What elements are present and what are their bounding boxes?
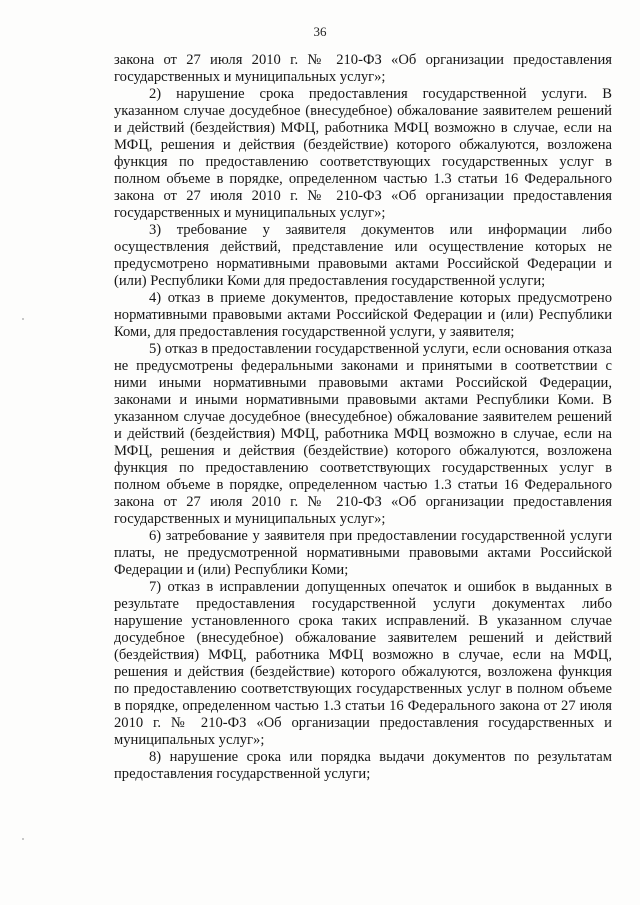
paragraph-item-2: 2) нарушение срока предоставления государственной услуги. В указанном случае досудебное (внесудебное) обжалование заявителем решений и действий (бездействия) МФЦ, работника МФЦ возможно в случае, если на МФЦ, решения и действия (бездействие) которого обжалуются, возложена функция по предоставлению соответствующих государственных услуг в полном объеме в порядке, определенном частью 1.3 статьи 16 Федерального закона от 27 июля 2010 г. № 210-ФЗ «Об организации предоставления государственных и муниципальных услуг»;: [114, 86, 612, 221]
scan-speck: [22, 318, 24, 320]
paragraph-item-3: 3) требование у заявителя документов или информации либо осуществления действий, представление или осуществление которых не предусмотрено нормативными правовыми актами Российской Федерации и (или) Республики Коми для предоставления государственной услуги;: [114, 222, 612, 289]
paragraph-continuation: закона от 27 июля 2010 г. № 210-ФЗ «Об организации предоставления государственных и муниципальных услуг»;: [114, 52, 612, 85]
paragraph-item-6: 6) затребование у заявителя при предоставлении государственной услуги платы, не предусмотренной нормативными правовыми актами Российской Федерации и (или) Республики Коми;: [114, 528, 612, 578]
page-number: 36: [313, 24, 327, 39]
paragraph-item-5: 5) отказ в предоставлении государственной услуги, если основания отказа не предусмотрены федеральными законами и принятыми в соответствии с ними иными нормативными правовыми актами Российской Федерации, законами и иными нормативными правовыми актами Республики Коми. В указанном случае досудебное (внесудебное) обжалование заявителем решений и действий (бездействия) МФЦ, работника МФЦ возможно в случае, если на МФЦ, решения и действия (бездействие) которого обжалуются, возложена функция по предоставлению соответствующих государственных услуг в полном объеме в порядке, определенном частью 1.3 статьи 16 Федерального закона от 27 июля 2010 г. № 210-ФЗ «Об организации предоставления государственных и муниципальных услуг»;: [114, 341, 612, 527]
paragraph-item-7: 7) отказ в исправлении допущенных опечаток и ошибок в выданных в результате предоставления государственной услуги документах либо нарушение установленного срока таких исправлений. В указанном случае досудебное (внесудебное) обжалование заявителем решений и действий (бездействия) МФЦ, работника МФЦ возможно в случае, если на МФЦ, решения и действия (бездействие) которого обжалуются, возложена функция по предоставлению соответствующих государственных услуг в полном объеме в порядке, определенном частью 1.3 статьи 16 Федерального закона от 27 июля 2010 г. № 210-ФЗ «Об организации предоставления государственных и муниципальных услуг»;: [114, 579, 612, 748]
scan-speck: [22, 838, 24, 840]
document-body: [114, 52, 612, 783]
paragraph-item-4: 4) отказ в приеме документов, предоставление которых предусмотрено нормативными правовыми актами Российской Федерации и (или) Республики Коми, для предоставления государственной услуги, у заявителя;: [114, 290, 612, 340]
paragraph-item-8: 8) нарушение срока или порядка выдачи документов по результатам предоставления государственной услуги;: [114, 749, 612, 782]
